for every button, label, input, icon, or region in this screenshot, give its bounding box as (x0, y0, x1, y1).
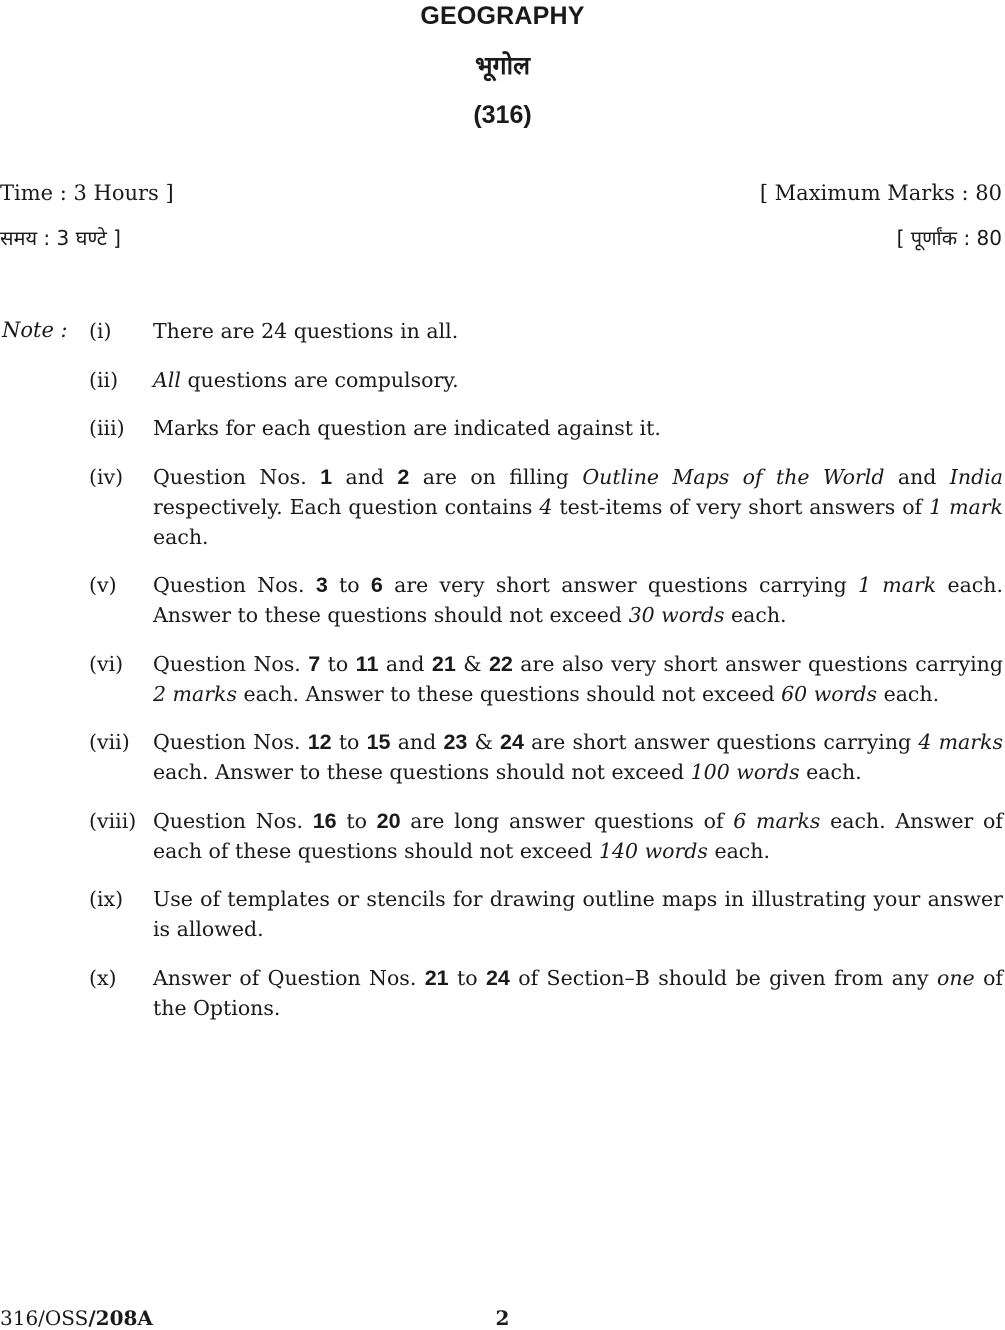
italic-text: Outline Maps of the World (582, 464, 885, 489)
instruction-number: (vi) (89, 651, 124, 676)
maximum-marks: [ Maximum Marks : 80 (759, 181, 1002, 205)
bold-text: 3 (315, 573, 328, 597)
time-allowed: Time : 3 Hours ] (0, 181, 174, 205)
italic-text: India (949, 464, 1003, 489)
text-run: Question Nos. (153, 808, 313, 833)
text-run: Question Nos. (153, 464, 321, 489)
instruction-text (153, 365, 1003, 395)
text-run: are long answer questions of (400, 808, 734, 833)
italic-text: 6 marks (733, 808, 821, 833)
text-run: of Section–B should be given from any (509, 965, 938, 990)
bold-text: 11 (355, 651, 379, 676)
instruction-item (0, 806, 1005, 866)
instructions-list (0, 316, 1005, 1041)
text-run: to (336, 808, 377, 833)
bold-text: 16 (312, 808, 337, 833)
text-run: each. Answer to these questions should not exceed (153, 760, 691, 784)
instruction-item (0, 963, 1005, 1023)
text-run: Question Nos. (153, 573, 316, 597)
instruction-text (153, 570, 1003, 630)
instruction-text (153, 462, 1003, 552)
instruction-number: (vii) (89, 730, 130, 754)
text-run: & (455, 651, 489, 676)
bold-text: 23 (443, 730, 468, 754)
text-run: of the Options. (153, 965, 1003, 1020)
text-run: test-items of very short answers of (552, 494, 930, 519)
instruction-item (0, 570, 1005, 630)
bold-text: 22 (488, 651, 513, 676)
bold-text: 2 (397, 464, 410, 489)
instruction-item (0, 727, 1005, 787)
text-run: each. (707, 838, 770, 863)
text-run: and (884, 464, 950, 489)
bold-text: 24 (485, 965, 510, 990)
italic-text: 140 words (598, 838, 708, 863)
time-allowed-hindi: समय : 3 घण्टे ] (0, 226, 121, 250)
text-run: There are 24 questions in all. (153, 319, 459, 343)
subject-title-hindi: भूगोल (474, 51, 531, 80)
instruction-number: (i) (89, 319, 112, 343)
instruction-item (0, 884, 1005, 944)
text-run: to (327, 573, 371, 597)
italic-text: 1 mark (858, 573, 937, 597)
maximum-marks-hindi: [ पूर्णांक : 80 (896, 226, 1002, 250)
instruction-text (153, 806, 1003, 866)
italic-text: 4 (539, 494, 553, 519)
instruction-item (0, 649, 1005, 709)
text-run: each. (724, 603, 787, 627)
instruction-number: (iv) (89, 464, 124, 489)
instruction-text (153, 413, 1003, 443)
italic-text: 2 marks (153, 681, 237, 706)
bold-text: 15 (366, 730, 391, 754)
paper-code-prefix: 316/OSS (0, 1306, 89, 1330)
text-run: Question Nos. (153, 651, 309, 676)
instruction-item (0, 462, 1005, 552)
bold-text: 20 (376, 808, 401, 833)
text-run: Answer of Question Nos. (153, 965, 425, 990)
instruction-item (0, 365, 1005, 395)
instruction-text (153, 649, 1003, 709)
instruction-item (0, 413, 1005, 443)
instruction-text (153, 727, 1003, 787)
text-run: each. Answer to these questions should not exceed (236, 681, 782, 706)
bold-text: 21 (431, 651, 456, 676)
text-run: are on filling (409, 464, 583, 489)
instruction-text (153, 316, 1003, 346)
instruction-number: (ii) (89, 367, 119, 392)
text-run: each. Answer of each of these questions should not exceed (153, 808, 1003, 863)
text-run: each. (153, 524, 209, 549)
instruction-number: (x) (89, 965, 117, 990)
text-run: each. Answer to these questions should not exceed (153, 573, 1003, 627)
text-run: are also very short answer questions carrying (512, 651, 1004, 676)
text-run: are very short answer questions carrying (382, 573, 858, 597)
instruction-number: (viii) (89, 808, 137, 833)
italic-text: All (153, 367, 181, 392)
italic-text: 30 words (628, 603, 725, 627)
instruction-item (0, 316, 1005, 346)
bold-text: 21 (424, 965, 449, 990)
text-run: and (378, 651, 432, 676)
instruction-number: (iii) (89, 416, 125, 440)
instruction-text (153, 963, 1003, 1023)
italic-text: one (937, 965, 975, 990)
bold-text: 1 (320, 464, 333, 489)
text-run: respectively. Each question contains (153, 494, 540, 519)
text-run: to (320, 651, 356, 676)
text-run: and (332, 464, 398, 489)
text-run: Marks for each question are indicated against it. (153, 416, 661, 440)
text-run: to (448, 965, 486, 990)
text-run: questions are compulsory. (180, 367, 459, 392)
text-run: & (467, 730, 501, 754)
italic-text: 1 mark (929, 494, 1003, 519)
text-run: Use of templates or stencils for drawing outline maps in illustrating your answer is allowed. (153, 887, 1003, 941)
text-run: each. (877, 681, 940, 706)
subject-title: GEOGRAPHY (420, 2, 585, 30)
subject-code: (316) (473, 101, 532, 129)
italic-text: 60 words (781, 681, 878, 706)
italic-text: 4 marks (918, 730, 1003, 754)
bold-text: 6 (370, 573, 383, 597)
note-label: Note : (2, 318, 68, 342)
page-number: 2 (495, 1306, 510, 1330)
text-run: are short answer questions carrying (523, 730, 919, 754)
paper-code-suffix: /208A (88, 1306, 153, 1330)
instruction-number: (ix) (89, 887, 124, 911)
text-run: each. (799, 760, 862, 784)
instruction-text (153, 884, 1003, 944)
text-run: Question Nos. (153, 730, 308, 754)
bold-text: 24 (500, 730, 524, 754)
bold-text: 12 (307, 730, 332, 754)
instruction-number: (v) (89, 573, 117, 597)
bold-text: 7 (308, 651, 321, 676)
italic-text: 100 words (690, 760, 800, 784)
text-run: and (390, 730, 444, 754)
text-run: to (331, 730, 367, 754)
